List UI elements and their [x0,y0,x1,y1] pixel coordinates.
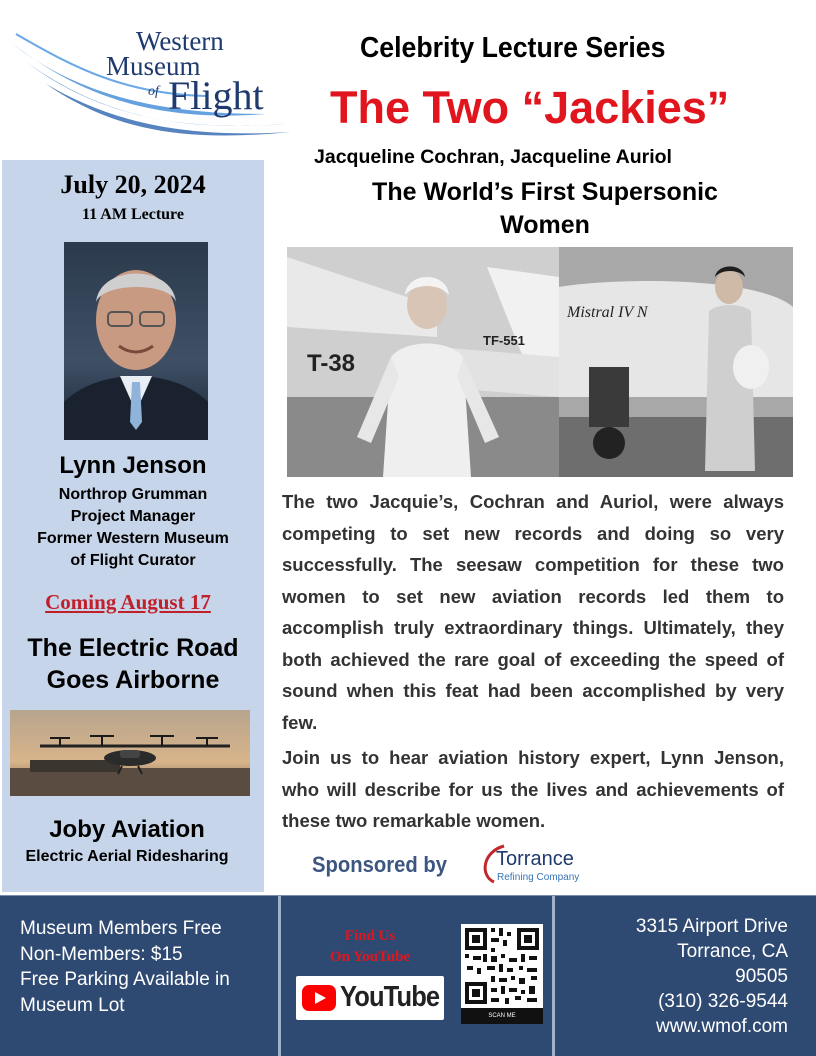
footer-divider [552,896,555,1056]
admission-line: Free Parking Available in [20,969,230,990]
invitation-paragraph: Join us to hear aviation history expert, Lynn Jenson, who will describe for us the lives and achievements of these two remarkable women. [282,747,784,831]
next-event-title [2,632,264,696]
phone-number: (310) 326-9544 [658,991,788,1012]
next-event-title-line: Goes Airborne [46,666,220,694]
admission-line: Non-Members: $15 [20,943,183,965]
website-link[interactable]: www.wmof.com [656,1016,788,1037]
address-line: 3315 Airport Drive [635,916,788,937]
next-event-subtitle: Electric Aerial Ridesharing [25,848,229,865]
find-us-youtube [320,926,420,968]
footer [0,895,816,1056]
speaker-name: Lynn Jenson [59,452,207,479]
qr-code[interactable] [461,924,543,1024]
find-us-line: Find Us [344,928,396,944]
youtube-label: YouTube [340,981,440,1013]
sponsor-logo [478,842,598,886]
logo-text-western: Western [136,26,224,56]
speaker-photo [64,242,208,440]
auriol-photo [559,247,793,477]
admission-line: Museum Members Free [20,918,222,939]
speaker-credit-line: Northrop Grumman [58,486,208,503]
speaker-credit-line: of Flight Curator [70,552,196,569]
museum-logo [6,14,296,144]
coming-soon-heading: Coming August 17 [45,590,211,614]
event-subtitle-tagline: The World’s First Supersonic Women [372,178,718,239]
speaker-credit-line: Project Manager [70,508,196,525]
scan-me-label: SCAN ME [461,1008,543,1024]
admission-info [20,916,230,1018]
speaker-credit-line: Former Western Museum [37,530,229,547]
speaker-credentials [2,484,264,572]
event-title: The Two “Jackies” [330,82,730,133]
cochran-photo [287,247,559,477]
nose-art-text: Mistral IV N [567,304,648,321]
sponsor-label: Sponsored by [312,852,447,877]
footer-divider [278,896,281,1056]
address-line: Torrance, CA [677,941,788,962]
museum-contact [636,914,788,1039]
next-event-title-line: The Electric Road [27,634,239,662]
logo-text-museum: Museum [106,51,201,81]
youtube-play-icon [302,985,336,1011]
youtube-badge[interactable] [296,976,444,1020]
event-time: 11 AM Lecture [82,206,184,223]
sponsor-name-sub: Refining Company [497,872,580,883]
sidebar [2,160,264,892]
joby-aircraft-image [10,710,250,796]
next-event-company: Joby Aviation [49,816,205,843]
qr-code-icon [461,924,543,1008]
sponsor-name: Torrance [496,848,574,870]
admission-line: Museum Lot [20,994,125,1016]
find-us-line: On YouTube [329,949,411,965]
logo-text-flight: Flight [168,73,264,118]
logo-text-of: of [148,84,159,99]
event-subtitle-names: Jacqueline Cochran, Jacqueline Auriol [314,146,672,168]
address-line: 90505 [735,966,788,987]
tail-code-t38: T-38 [307,350,356,377]
description-paragraph: The two Jacquie’s, Cochran and Auriol, were always competing to set new records and doing so very successfully. The seesaw competition for these two women to set new aviation records led them to accomplish truly extraordinary things. Ultimately, they both achieved the rare goal of exceeding the speed of sound when this feat had been accomplished by very few. [282,491,784,733]
series-title: Celebrity Lecture Series [360,32,666,64]
event-date: July 20, 2024 [60,170,206,199]
tail-code-tf551: TF-551 [483,333,525,348]
